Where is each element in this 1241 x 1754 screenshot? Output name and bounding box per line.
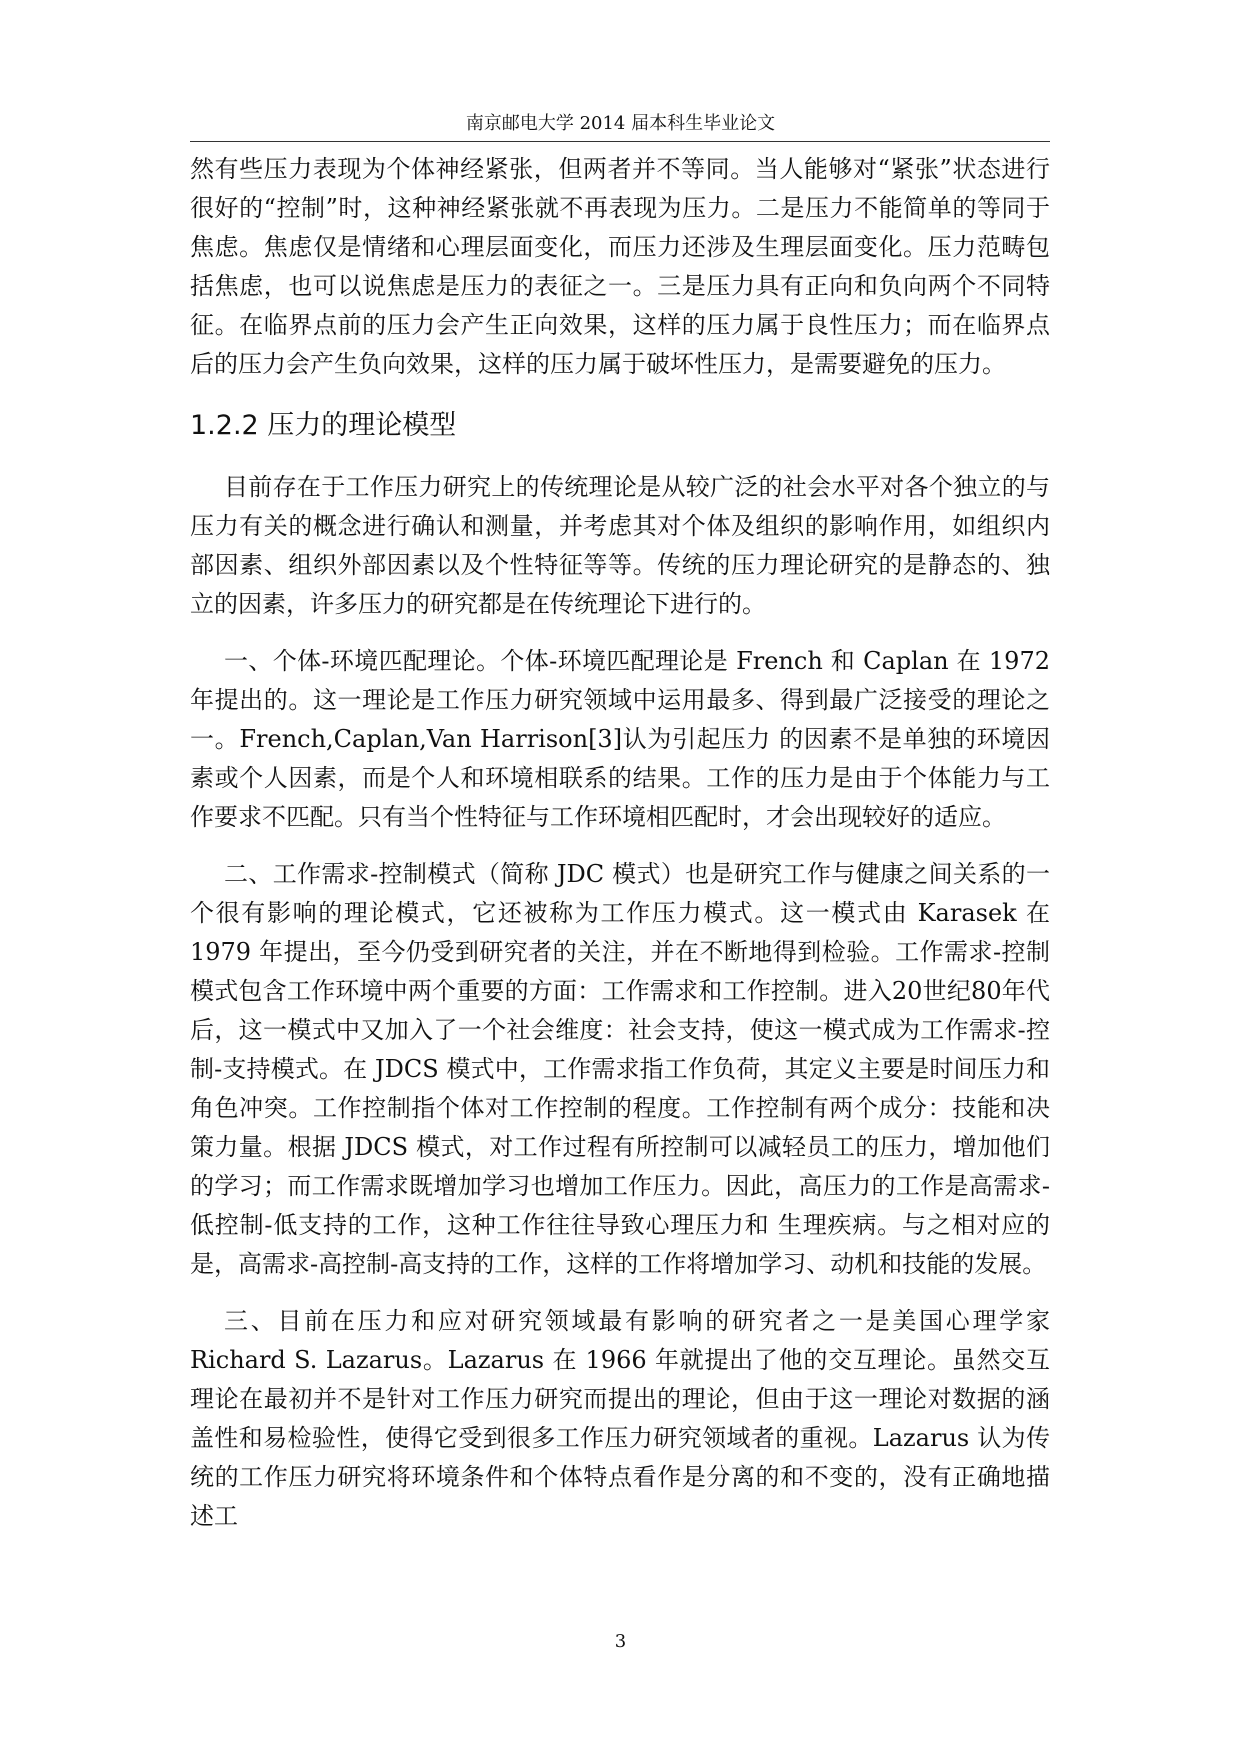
- paragraph-lazarus-theory: 三、目前在压力和应对研究领域最有影响的研究者之一是美国心理学家 Richard S. Lazarus。Lazarus 在 1966 年就提出了他的交互理论。虽然交互理论在最初并不是针对工作压力研究而提出的理论，但由于这一理论对数据的涵盖性和易检验性，使得它受到很多工作压力研究领域者的重视。Lazarus 认为传统的工作压力研究将环境条件和个体特点看作是分离的和不变的，没有正确地描述工: [190, 1307, 1050, 1530]
- paragraph-jdc-model: 二、工作需求-控制模式（简称 JDC 模式）也是研究工作与健康之间关系的一个很有影响的理论模式，它还被称为工作压力模式。这一模式由 Karasek 在 1979 年提出，至今仍受到研究者的关注，并在不断地得到检验。工作需求-控制模式包含工作环境中两个重要的方面：工作需求和工作控制。进入20世纪80年代后，这一模式中又加入了一个社会维度：社会支持，使这一模式成为工作需求-控制-支持模式。在 JDCS 模式中，工作需求指工作负荷，其定义主要是时间压力和角色冲突。工作控制指个体对工作控制的程度。工作控制有两个成分：技能和决策力量。根据 JDCS 模式，对工作过程有所控制可以减轻员工的压力，增加他们的学习；而工作需求既增加学习也增加工作压力。因此，高压力的工作是高需求-低控制-低支持的工作，这种工作往往导致心理压力和 生理疾病。与之相对应的是，高需求-高控制-高支持的工作，这样的工作将增加学习、动机和技能的发展。: [190, 860, 1050, 1278]
- paragraph-traditional-theory: 目前存在于工作压力研究上的传统理论是从较广泛的社会水平对各个独立的与压力有关的概念进行确认和测量，并考虑其对个体及组织的影响作用，如组织内部因素、组织外部因素以及个性特征等等。传统的压力理论研究的是静态的、独立的因素，许多压力的研究都是在传统理论下进行的。: [190, 473, 1050, 618]
- header-divider: [190, 141, 1050, 142]
- paragraph-person-environment-fit: 一、个体-环境匹配理论。个体-环境匹配理论是 French 和 Caplan 在 1972 年提出的。这一理论是工作压力研究领域中运用最多、得到最广泛接受的理论之一。French,Caplan,Van Harrison[3]认为引起压力 的因素不是单独的环境因素或个人因素，而是个人和环境相联系的结果。工作的压力是由于个体能力与工作要求不匹配。只有当个性特征与工作环境相匹配时，才会出现较好的适应。: [190, 647, 1050, 831]
- page-body: [190, 150, 1050, 1536]
- section-heading: 1.2.2 压力的理论模型: [190, 410, 457, 441]
- page-number: 3: [614, 1631, 627, 1652]
- running-header: 南京邮电大学 2014 届本科生毕业论文: [465, 113, 776, 134]
- paragraph-intro-continued: 然有些压力表现为个体神经紧张，但两者并不等同。当人能够对“紧张”状态进行很好的“控制”时，这种神经紧张就不再表现为压力。二是压力不能简单的等同于焦虑。焦虑仅是情绪和心理层面变化，而压力还涉及生理层面变化。压力范畴包括焦虑，也可以说焦虑是压力的表征之一。三是压力具有正向和负向两个不同特征。在临界点前的压力会产生正向效果，这样的压力属于良性压力；而在临界点后的压力会产生负向效果，这样的压力属于破坏性压力，是需要避免的压力。: [190, 155, 1050, 378]
